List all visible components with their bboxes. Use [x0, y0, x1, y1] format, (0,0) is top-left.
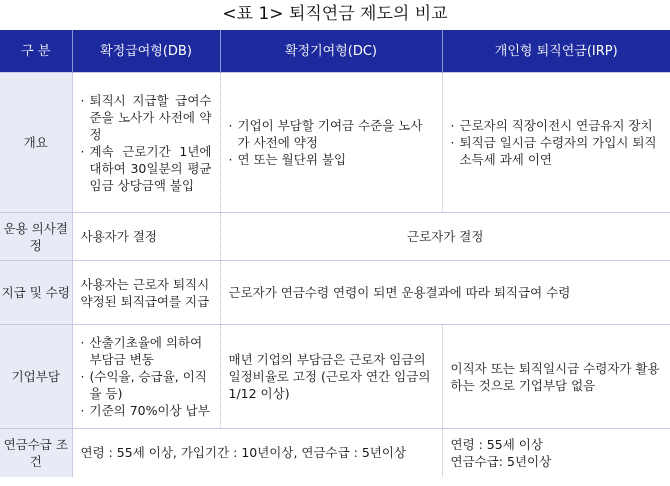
row-label-decision [0, 213, 72, 261]
bullet-text: · (수익율, 승급율, 이직율 등) [81, 368, 212, 402]
cell-overview-db [72, 73, 220, 213]
row-label-pension: 연금수급 조건 [0, 429, 72, 477]
row-label-payment: 지급 및 수령 [0, 261, 72, 325]
table-row-burden [0, 325, 670, 429]
table-caption: <표 1> 퇴직연금 제도의 비교 [222, 4, 448, 24]
header-db: 확정급여형(DB) [72, 30, 220, 73]
row-label-overview: 개요 [0, 73, 72, 213]
cell-pension-db-dc: 연령 : 55세 이상, 가입기간 : 10년이상, 연금수급 : 5년이상 [72, 429, 442, 477]
cell-burden-db [72, 325, 220, 429]
cell-burden-irp: 이직자 또는 퇴직일시금 수령자가 활용하는 것으로 기업부담 없음 [442, 325, 670, 429]
cell-overview-dc [220, 73, 442, 213]
cell-payment-db: 사용자는 근로자 퇴직시 약정된 퇴직급여를 지급 [72, 261, 220, 325]
bullet-text: · 연 또는 월단위 불입 [229, 151, 434, 168]
header-irp: 개인형 퇴직연금(IRP) [442, 30, 670, 73]
retirement-pension-comparison-table [0, 30, 670, 477]
row-label-decision-text: 운용 의사결정 [3, 220, 68, 253]
bullet-text: · 기업이 부담할 기여금 수준을 노사가 사전에 약정 [229, 117, 434, 151]
row-label-burden: 기업부담 [0, 325, 72, 429]
cell-pension-irp [442, 429, 670, 477]
header-dc: 확정기여형(DC) [220, 30, 442, 73]
table-row-pension [0, 429, 670, 477]
bullet-text: · 근로자의 직장이전시 연금유지 장치 [451, 117, 663, 134]
bullet-text: · 퇴직금 일시금 수령자의 가입시 퇴직소득세 과세 이연 [451, 134, 663, 168]
pension-irp-line: 연금수급: 5년이상 [450, 453, 552, 469]
cell-decision-db: 사용자가 결정 [72, 213, 220, 261]
bullet-text: · 기준의 70%이상 납부 [81, 402, 212, 419]
cell-decision-dc-irp: 근로자가 결정 [220, 213, 670, 261]
table-row-payment [0, 261, 670, 325]
table-header-row [0, 30, 670, 73]
bullet-text: · 계속 근로기간 1년에 대하여 30일분의 평균임금 상당금액 불입 [81, 143, 212, 194]
header-category: 구 분 [0, 30, 72, 73]
cell-burden-dc: 매년 기업의 부담금은 근로자 임금의 일정비율로 고정 (근로자 연간 임금의 1/12 이상) [220, 325, 442, 429]
pension-irp-line: 연령 : 55세 이상 [450, 436, 543, 452]
cell-overview-irp [442, 73, 670, 213]
cell-payment-dc-irp: 근로자가 연금수령 연령이 되면 운용결과에 따라 퇴직급여 수령 [220, 261, 670, 325]
table-row-overview [0, 73, 670, 213]
bullet-text: · 산출기초율에 의하여 부담금 변동 [81, 334, 212, 368]
bullet-text: · 퇴직시 지급할 급여수준을 노사가 사전에 약정 [81, 92, 212, 143]
table-row-decision [0, 213, 670, 261]
